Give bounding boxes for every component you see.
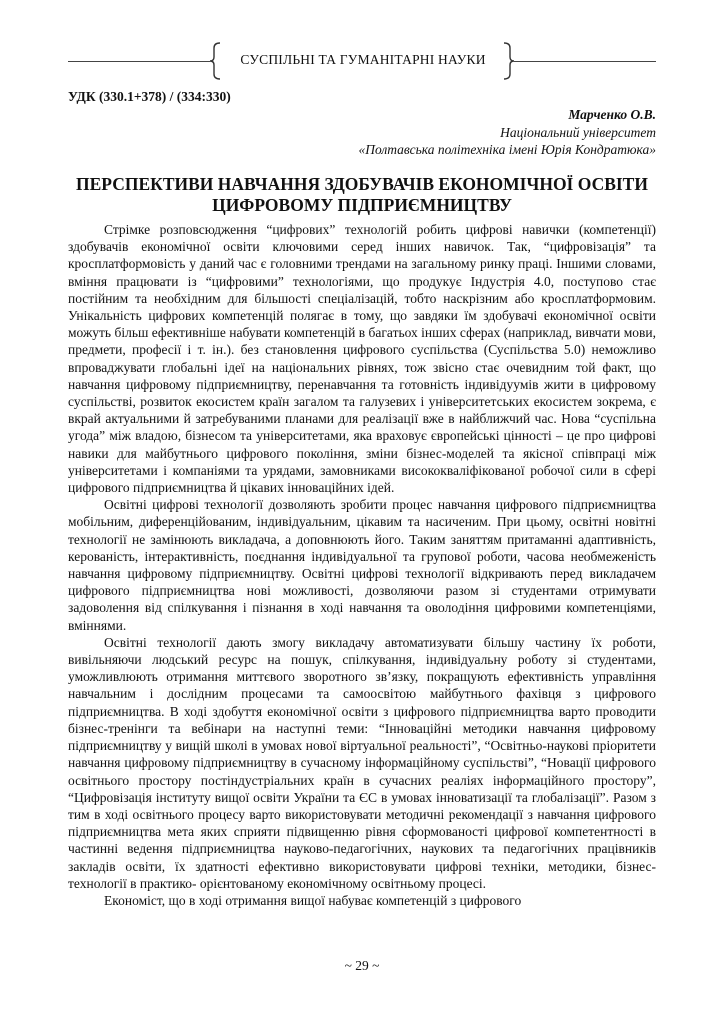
body-paragraph: Освітні цифрові технології дозволяють зробити процес навчання цифрового підприємництва мобільним, диференційованим, індивідуальним, цікавим та насиченим. При цьому, освітні новітні технології не замінюють викладача, а доповнюють його. Таким заняттям притаманні адаптивність, керованість, інтерактивність, поєднання індивідуальної та групової роботи, часова необмеженість навчання цифровому підприємництву. Освітні цифрові технології відкривають перед викладачем цифрового підприємництва нові можливості, дозволяючи разом зі студентами отримувати задоволення від спілкування і пізнання в ході навчання та оволодіння цифровими компетенціями, вміннями.	[68, 497, 656, 633]
article-body	[68, 221, 656, 909]
body-paragraph: Освітні технології дають змогу викладачу автоматизувати більшу частину їх роботи, вивільняючи людський ресурс на пошук, спілкування, індивідуальну роботу зі студентами, уможливлюють отримання миттєвого зворотного зв’язку, покращують ефективність управління навчальним і дослідним процесами та самоосвітою майбутнього фахівця з цифрового підприємництва. В ході здобуття економічної освіти з цифрового підприємництва варто проводити бізнес-тренінги та вебінари на наступні теми: “Інноваційні методики навчання цифровому підприємництву у вищій школі в умовах нової віртуальної реальності”, “Освітньо-наукові пріоритети навчання цифровому підприємництву в сучасному інформаційному суспільстві”, “Новації цифрового освітнього простору постіндустріальних країн в сучасних реаліях інформаційного простору”, “Цифровізація інституту вищої освіти України та ЄС в умовах інноватизації та глобалізації”. Разом з тим в ході освітнього процесу варто використовувати методичні рекомендації з навчання цифрового підприємництва мета яких сприяти підвищенню рівня сформованості цифрової компетентності в частинні ведення підприємництва науково-педагогічних, наукових та педагогічних працівників закладів освіти, їх здатності ефективно використовувати цифрові техніки, методики, бізнес-технології в практико- орієнтованому економічному освітньому процесі.	[68, 634, 656, 891]
body-paragraph: Стрімке розповсюдження “цифрових” технологій робить цифрові навички (компетенції) здобувачів економічної освіти ключовими серед інших навичок. Так, “цифровізація” та кросплатформовість у даний час є головними трендами на загальному ринку праці. Іншими словами, вміння працювати із “цифровими” технологіями, що продукує Індустрія 4.0, поступово стає постійним та необхідним для більшості спеціалізацій, тобто наскрізним або кросплатформовим. Унікальність цифрових компетенцій полягає в тому, що завдяки їм здобувачі економічної освіти можуть більш ефективніше набувати компетенцій в багатьох інших сферах (наприклад, вивчати мови, предмети, професії і т. ін.). без становлення цифрового суспільства (Суспільства 5.0) неможливо впроваджувати глобальні ідеї на національних рівнях, тож звісно стає очевидним той факт, що навчання цифровому підприємництву, перенавчання та готовність індивідуумів жити в цифровому суспільстві, розвиток екосистем країн загалом та галузевих і університетських екосистем зокрема, є вкрай актуальними й затребуваними планами для реалізації вже в найближчий час. Нова “суспільна угода” між владою, бізнесом та університетами, яка враховує європейські цінності – це про цифрові навики для майбутнього цифрового покоління, зміни бізнес-моделей та якісної співпраці між університетами і компаніями та урядами, замовниками висококваліфікованої робочої сили в сфері цифрового підприємництва й цікавих інноваційних ідей.	[68, 222, 656, 496]
running-header	[68, 42, 656, 82]
udc-code: УДК (330.1+378) / (334:330)	[68, 89, 231, 104]
author-affiliation-line2: «Полтавська політехніка імені Юрія Кондратюка»	[358, 142, 656, 157]
left-brace-icon	[208, 42, 222, 80]
author-block	[358, 106, 656, 159]
page-number: ~ 29 ~	[344, 958, 380, 973]
author-affiliation-line1: Національний університет	[500, 124, 656, 140]
body-paragraph: Економіст, що в ході отримання вищої набуває компетенцій з цифрового	[104, 892, 522, 908]
header-rule-left	[68, 61, 210, 62]
section-title: СУСПІЛЬНІ ТА ГУМАНІТАРНІ НАУКИ	[240, 52, 486, 67]
header-rule-right	[514, 61, 656, 62]
article-title: ПЕРСПЕКТИВИ НАВЧАННЯ ЗДОБУВАЧІВ ЕКОНОМІЧНОЇ ОСВІТИ ЦИФРОВОМУ ПІДПРИЄМНИЦТВУ	[76, 174, 648, 215]
author-name: Марченко О.В.	[568, 107, 656, 122]
